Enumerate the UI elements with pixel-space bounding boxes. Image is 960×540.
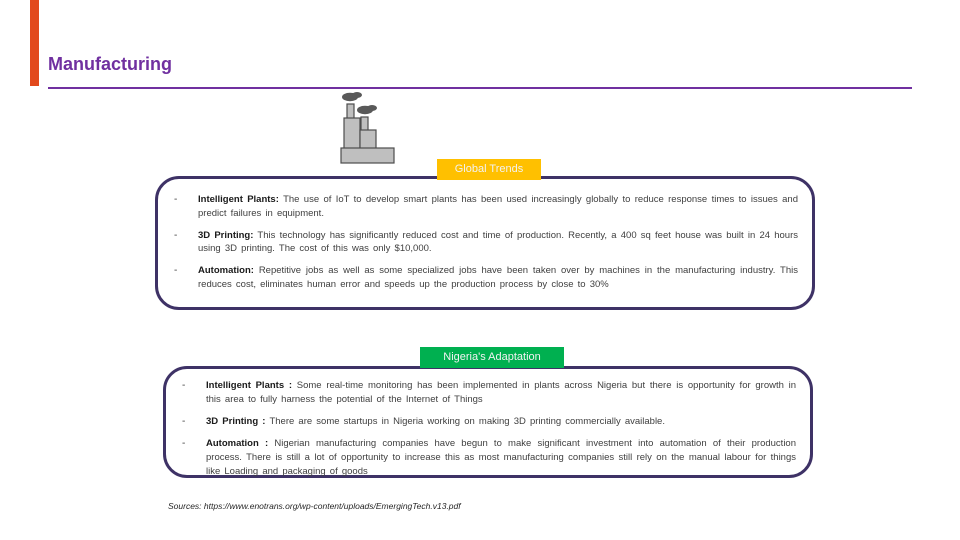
bullet-term: Intelligent Plants: (198, 194, 279, 205)
bullet-body: Repetitive jobs as well as some specialized jobs have been taken over by machines in the manufacturing industry. This reduces cost, eliminates human error and speeds up the production process by close to 30% (198, 265, 798, 290)
bullet-body: Some real-time monitoring has been implemented in plants across Nigeria but there is opportunity for growth in this area to fully harness the potential of the Internet of Things (206, 380, 797, 405)
bullet-term: Automation : (206, 438, 269, 450)
bullet-text (198, 264, 798, 292)
page-title: Manufacturing (48, 54, 172, 74)
bullet-body: There are some startups in Nigeria working on making 3D printing commercially available. (269, 415, 665, 427)
nigeria-adaptation-box (163, 366, 813, 478)
sources-text: Sources: https://www.enotrans.org/wp-content/uploads/EmergingTech.v13.pdf (168, 501, 461, 511)
bullet-text (206, 437, 796, 478)
bullet-marker: - (174, 229, 178, 241)
nigeria-adaptation-label: Nigeria's Adaptation (420, 347, 564, 368)
bullet-body: The use of IoT to develop smart plants has been used increasingly globally to reduce response times to issues and predict failures in equipment. (198, 194, 798, 219)
bullet-marker: - (174, 194, 178, 205)
bullet-text (206, 379, 796, 407)
bullet-marker: - (174, 265, 178, 277)
title-divider (48, 87, 912, 89)
bullet-marker: - (182, 380, 186, 391)
bullet-term: Automation: (198, 265, 254, 277)
bullet-text (198, 193, 798, 221)
list-item (182, 415, 796, 430)
list-item (174, 264, 798, 292)
list-item (174, 193, 798, 221)
bullet-text (206, 415, 796, 429)
bullet-body: This technology has significantly reduced cost and time of production. Recently, a 400 sq feet house was built in 24 hours using 3D printing. The cost of this was only $10,000. (198, 229, 798, 255)
factory-icon (338, 90, 398, 168)
bullet-marker: - (182, 438, 186, 450)
bullet-body: Nigerian manufacturing companies have begun to make significant investment into automation of their production process. There is still a lot of opportunity to increase this as most manufacturing companies still rely on the manual labour for things like Loading and packaging of goods (206, 438, 796, 477)
bullet-term: Intelligent Plants : (206, 380, 293, 391)
bullet-marker: - (182, 415, 186, 427)
list-item (182, 379, 796, 407)
bullet-term: 3D Printing : (206, 415, 266, 427)
global-trends-label: Global Trends (437, 159, 541, 180)
bullet-term: 3D Printing: (198, 229, 254, 241)
accent-bar (30, 0, 39, 86)
list-item (182, 437, 796, 478)
list-item (174, 229, 798, 257)
global-trends-box (155, 176, 815, 310)
bullet-text (198, 229, 798, 257)
